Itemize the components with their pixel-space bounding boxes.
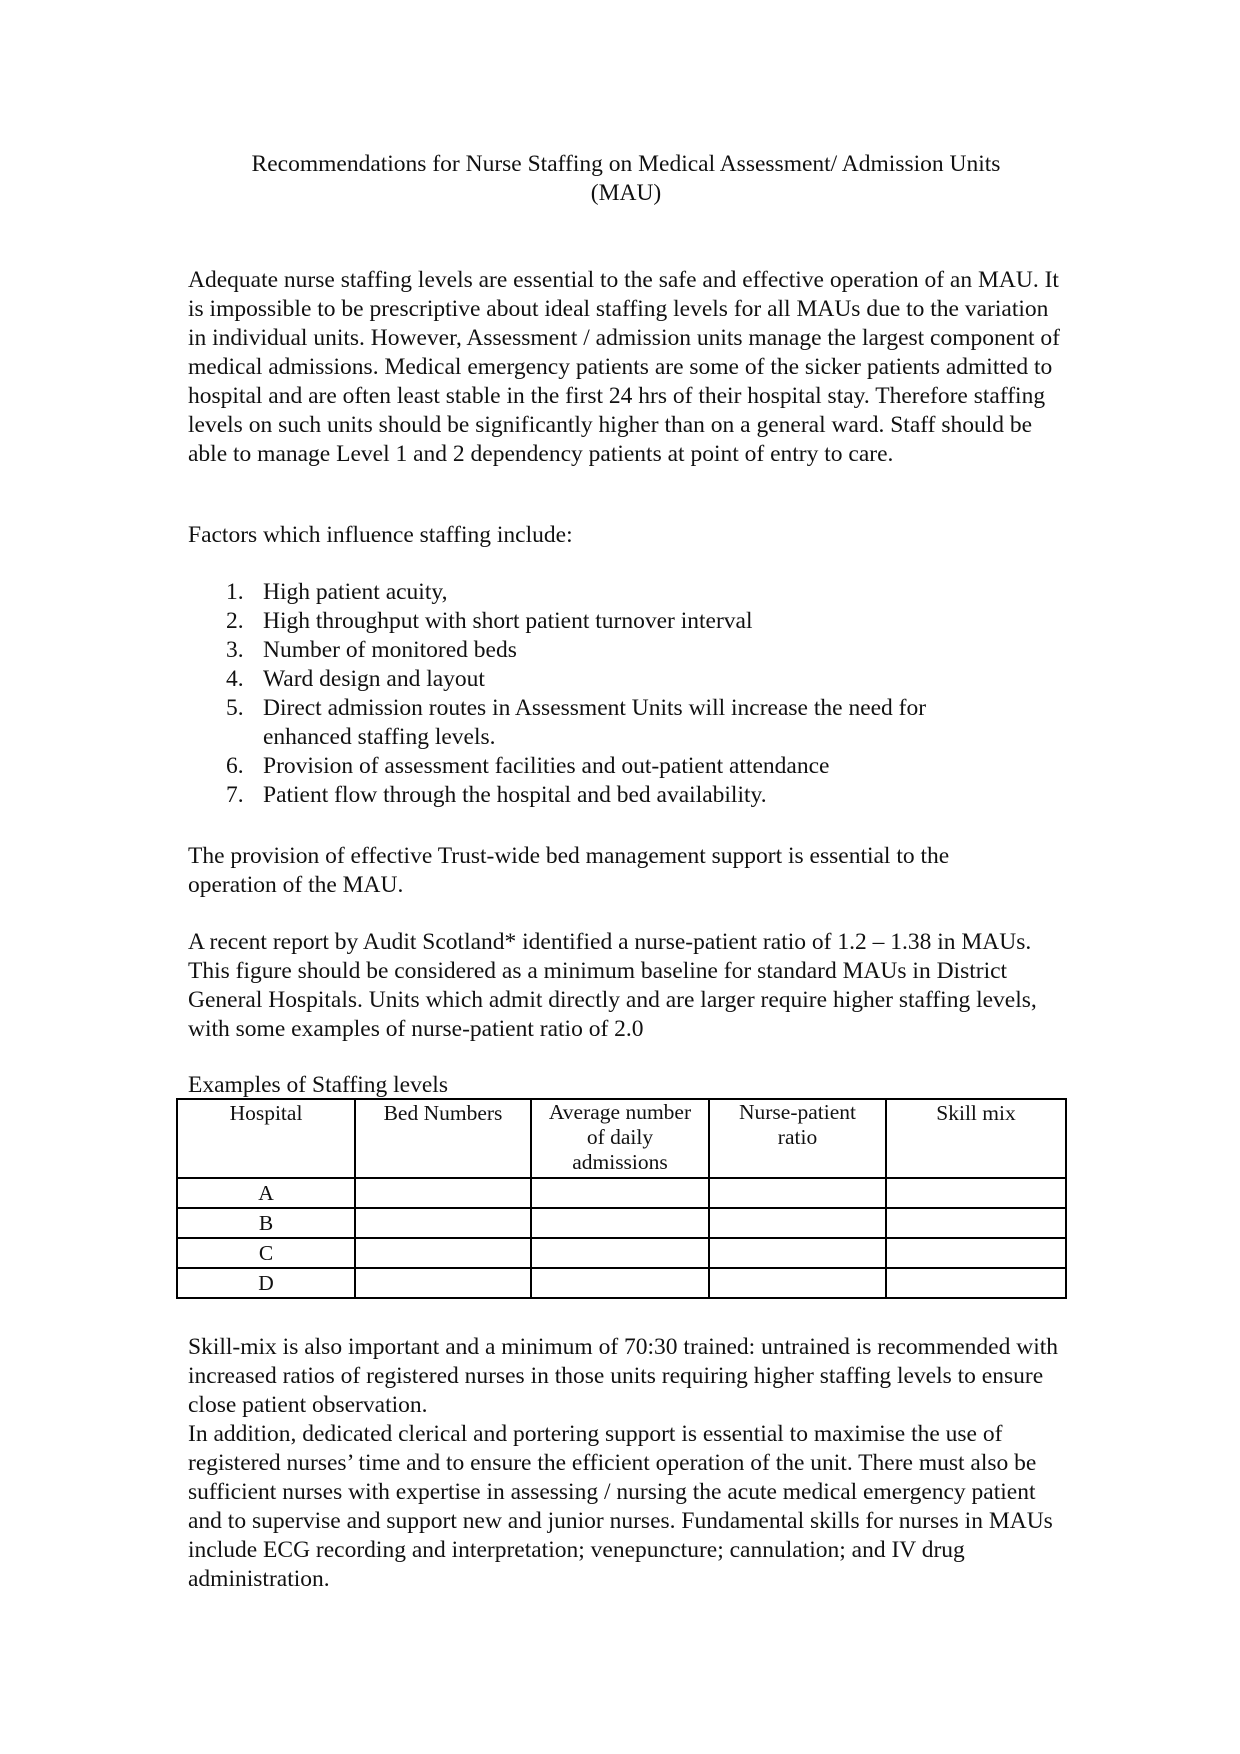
cell-daily-admissions [531, 1208, 709, 1238]
list-number: 5. [226, 695, 244, 721]
cell-bed-numbers [355, 1268, 531, 1298]
skill-mix-paragraph: Skill-mix is also important and a minimum of 70:30 trained: untrained is recommended with increased ratios of registered nurses in those units requiring higher staffing levels to ensure close patient observation. [188, 1334, 1059, 1418]
cell-nurse-patient-ratio [709, 1268, 886, 1298]
table-row [177, 1178, 1066, 1208]
header-bed-numbers: Bed Numbers [355, 1099, 531, 1178]
list-item-text: Patient flow through the hospital and bed availability. [263, 782, 767, 808]
list-number: 2. [226, 608, 244, 634]
cell-nurse-patient-ratio [709, 1238, 886, 1268]
list-number: 4. [226, 666, 244, 692]
list-item-text: High throughput with short patient turnover interval [263, 608, 753, 634]
cell-hospital: A [177, 1178, 355, 1208]
cell-nurse-patient-ratio [709, 1178, 886, 1208]
list-item-text: Provision of assessment facilities and out-patient attendance [263, 753, 830, 779]
list-item-text: Direct admission routes in Assessment Units will increase the need for enhanced staffing levels. [263, 695, 927, 750]
list-number: 7. [226, 782, 244, 808]
table-header-row [177, 1099, 1066, 1178]
header-average-daily-admissions: Average number of daily admissions [531, 1099, 709, 1178]
list-item-text: High patient acuity, [263, 579, 448, 605]
cell-daily-admissions [531, 1268, 709, 1298]
list-number: 6. [226, 753, 244, 779]
cell-nurse-patient-ratio [709, 1208, 886, 1238]
table-caption: Examples of Staffing levels [188, 1072, 448, 1098]
list-item-text: Ward design and layout [263, 666, 485, 692]
cell-skill-mix [886, 1268, 1066, 1298]
cell-daily-admissions [531, 1238, 709, 1268]
list-item [188, 665, 1068, 694]
list-number: 3. [226, 637, 244, 663]
cell-hospital: D [177, 1268, 355, 1298]
header-hospital: Hospital [177, 1099, 355, 1178]
cell-skill-mix [886, 1238, 1066, 1268]
list-item [188, 694, 1068, 752]
bed-management-paragraph: The provision of effective Trust-wide bed management support is essential to the operation of the MAU. [188, 843, 950, 898]
cell-hospital: B [177, 1208, 355, 1238]
support-paragraph: In addition, dedicated clerical and portering support is essential to maximise the use of registered nurses’ time and to ensure the efficient operation of the unit. There must also be sufficient nurses with expertise in assessing / nursing the acute medical emergency patient and to supervise and support new and junior nurses. Fundamental skills for nurses in MAUs include ECG recording and interpretation; venepuncture; cannulation; and IV drug administration. [188, 1421, 1053, 1592]
table-row [177, 1208, 1066, 1238]
factors-heading: Factors which influence staffing include: [188, 522, 573, 548]
list-item [188, 636, 1068, 665]
list-item [188, 578, 1068, 607]
header-nurse-patient-ratio: Nurse-patient ratio [709, 1099, 886, 1178]
cell-bed-numbers [355, 1208, 531, 1238]
title-line-2: (MAU) [590, 180, 662, 206]
table-row [177, 1238, 1066, 1268]
intro-paragraph: Adequate nurse staffing levels are essential to the safe and effective operation of an MAU. It is impossible to be prescriptive about ideal staffing levels for all MAUs due to the variation in individual units. However, Assessment / admission units manage the largest component of medical admissions. Medical emergency patients are some of the sicker patients admitted to hospital and are often least stable in the first 24 hrs of their hospital stay. Therefore staffing levels on such units should be significantly higher than on a general ward. Staff should be able to manage Level 1 and 2 dependency patients at point of entry to care. [188, 267, 1060, 467]
list-item [188, 781, 1068, 810]
staffing-levels-table [176, 1098, 1067, 1299]
cell-bed-numbers [355, 1238, 531, 1268]
document-title [188, 150, 1064, 208]
cell-daily-admissions [531, 1178, 709, 1208]
cell-hospital: C [177, 1238, 355, 1268]
cell-skill-mix [886, 1178, 1066, 1208]
factors-list [188, 578, 1068, 810]
list-item [188, 752, 1068, 781]
audit-paragraph: A recent report by Audit Scotland* identified a nurse-patient ratio of 1.2 – 1.38 in MAUs. This figure should be considered as a minimum baseline for standard MAUs in District General Hospitals. Units which admit directly and are larger require higher staffing levels, with some examples of nurse-patient ratio of 2.0 [188, 929, 1037, 1042]
header-skill-mix: Skill mix [886, 1099, 1066, 1178]
cell-skill-mix [886, 1208, 1066, 1238]
list-item [188, 607, 1068, 636]
table-row [177, 1268, 1066, 1298]
list-number: 1. [226, 579, 244, 605]
list-item-text: Number of monitored beds [263, 637, 517, 663]
cell-bed-numbers [355, 1178, 531, 1208]
title-line-1: Recommendations for Nurse Staffing on Medical Assessment/ Admission Units [251, 151, 1001, 177]
